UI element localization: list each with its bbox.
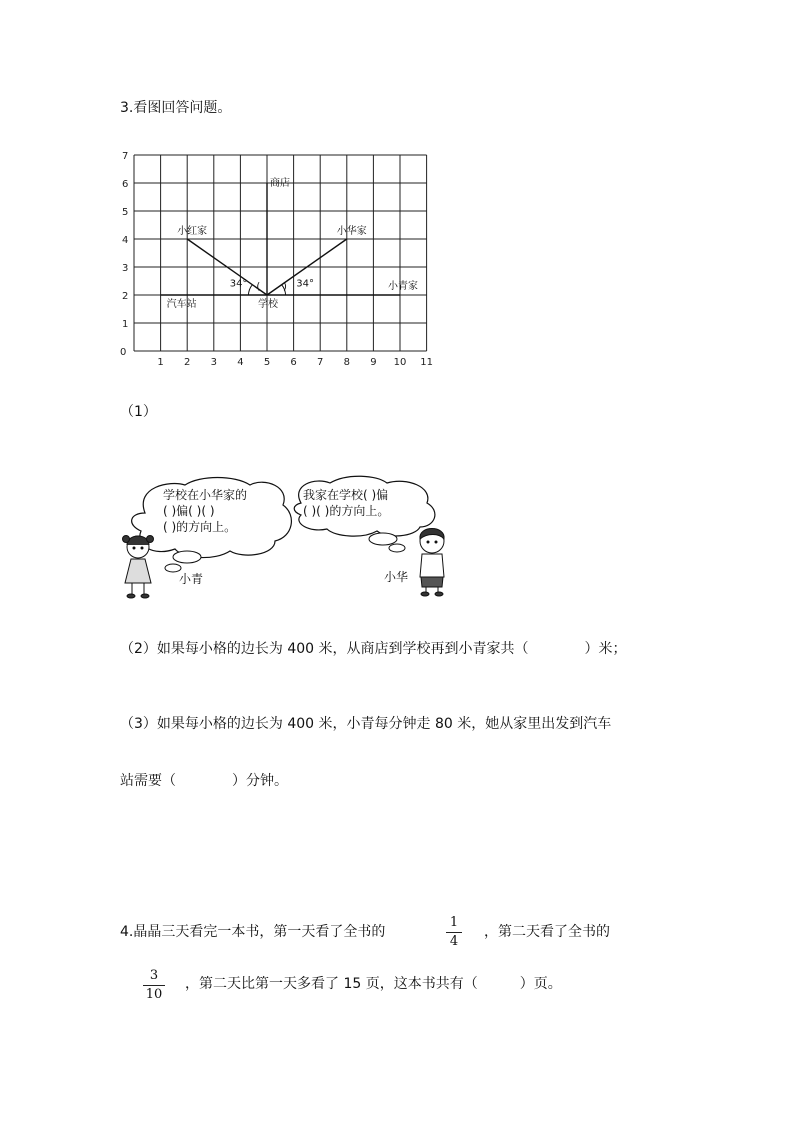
angle-paren-left: (: [256, 281, 261, 293]
x-tick-label: 0: [120, 347, 127, 358]
fraction-denominator: 4: [449, 934, 459, 949]
x-tick-label: 5: [263, 357, 271, 365]
x-tick-label: 8: [343, 357, 350, 365]
x-tick-label: 10: [393, 357, 407, 365]
place-label-school: 学校: [258, 299, 278, 310]
place-label-xiaohua: 小华家: [336, 226, 367, 237]
part-1-label: （1）: [120, 404, 157, 420]
angle-label-right: 34°: [296, 278, 314, 290]
bubble-left-line3: ( )的方向上。: [163, 520, 237, 534]
fraction-bar: [143, 985, 165, 986]
boy-name-label: 小华: [384, 570, 409, 584]
angle-label-left: 34°: [229, 278, 248, 290]
x-tick-label: 7: [317, 357, 324, 365]
y-tick-label: 1: [122, 319, 129, 330]
fraction-numerator: 1: [449, 915, 459, 930]
x-tick-label: 6: [290, 357, 297, 365]
part-2-text: （2）如果每小格的边长为 400 米，从商店到学校再到小青家共（ ）米；: [120, 641, 627, 657]
fraction-bar: [446, 932, 462, 933]
y-tick-label: 3: [122, 263, 129, 274]
question-3-title: 3.看图回答问题。: [120, 100, 232, 116]
place-labels: [167, 176, 418, 310]
boy-figure: [420, 529, 444, 597]
bubble-right-line2: ( )( )的方向上。: [303, 504, 390, 518]
bubble-left-line2: ( )偏( )( ): [163, 504, 215, 518]
y-tick-label: 6: [122, 179, 129, 190]
girl-figure: [123, 536, 154, 599]
fraction-numerator: 3: [149, 968, 159, 983]
question-4-line1-a: 4.晶晶三天看完一本书，第一天看了全书的: [120, 924, 386, 940]
y-tick-label: 2: [122, 291, 129, 302]
y-tick-label: 4: [122, 235, 129, 246]
fraction-denominator: 10: [145, 987, 163, 1002]
x-tick-label: 2: [184, 357, 191, 365]
angle-paren-right: ): [282, 281, 287, 293]
y-tick-label: 7: [122, 151, 129, 162]
place-label-bus-station: 汽车站: [166, 299, 197, 310]
place-label-xiaohong: 小红家: [177, 226, 208, 237]
x-tick-label: 4: [237, 357, 244, 365]
angle-arc-left: [248, 285, 252, 295]
place-label-xiaoqing: 小青家: [388, 281, 418, 292]
x-tick-label: 9: [370, 357, 377, 365]
coordinate-grid: [112, 145, 442, 365]
bubble-left-line1: 学校在小华家的: [163, 488, 248, 502]
girl-name-label: 小青: [179, 572, 204, 586]
y-tick-label: 5: [122, 207, 129, 218]
bubble-right-line1: 我家在学校( )偏: [303, 488, 389, 502]
part-3-line2: 站需要（ ）分钟。: [120, 773, 288, 789]
fraction-one-quarter: [446, 915, 462, 950]
place-label-shop: 商店: [270, 178, 290, 189]
part-3-line1: （3）如果每小格的边长为 400 米，小青每分钟走 80 米，她从家里出发到汽车: [120, 716, 612, 732]
fraction-three-tenths: [143, 968, 165, 1003]
x-tick-label: 3: [210, 357, 217, 365]
x-tick-label: 1: [157, 357, 164, 365]
x-tick-label: 11: [420, 357, 433, 365]
question-4-line2: ，第二天比第一天多看了 15 页，这本书共有（ ）页。: [185, 976, 562, 992]
question-4-line1-b: ，第二天看了全书的: [484, 924, 610, 940]
